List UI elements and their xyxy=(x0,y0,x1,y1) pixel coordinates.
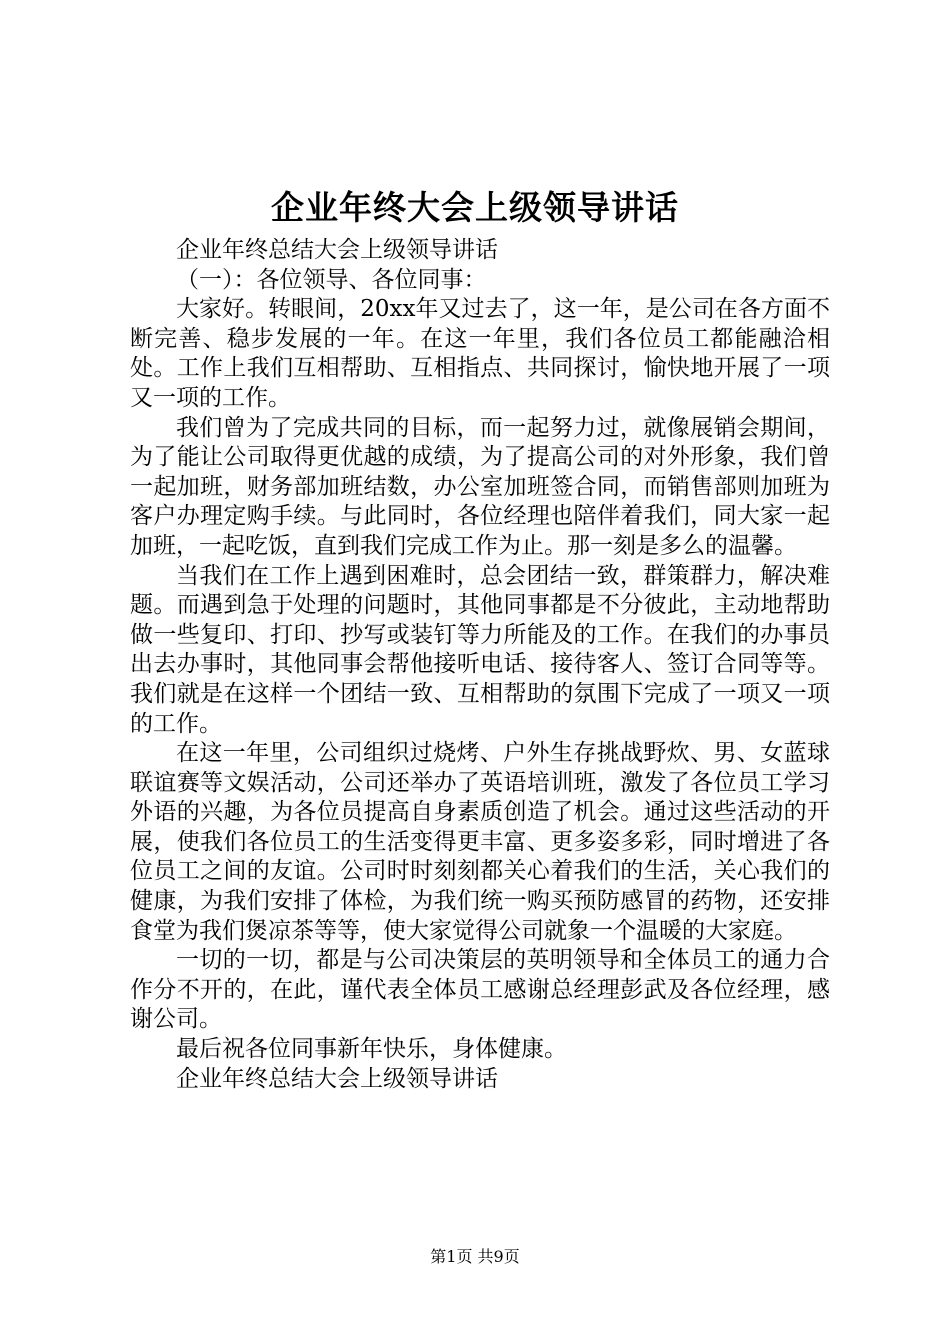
paragraph: 在这一年里，公司组织过烧烤、户外生存挑战野炊、男、女蓝球联谊赛等文娱活动，公司还举办了英语培训班，激发了各位员工学习外语的兴趣，为各位员提高自身素质创造了机会。通过这些活动的开展，使我们各位员工的生活变得更丰富、更多姿多彩，同时增进了各位员工之间的友谊。公司时时刻刻都关心着我们的生活，关心我们的健康，为我们安排了体检，为我们统一购买预防感冒的药物，还安排食堂为我们煲凉茶等等，使大家觉得公司就象一个温暖的大家庭。 xyxy=(130,740,830,944)
paragraph: 我们曾为了完成共同的目标，而一起努力过，就像展销会期间，为了能让公司取得更优越的成绩，为了提高公司的对外形象，我们曾一起加班，财务部加班结数，办公室加班签合同，而销售部则加班为客户办理定购手续。与此同时，各位经理也陪伴着我们，同大家一起加班，一起吃饭，直到我们完成工作为止。那一刻是多么的温馨。 xyxy=(130,414,830,559)
paragraph-salutation: （一）：各位领导、各位同事： xyxy=(176,266,487,293)
paragraph-closing: 最后祝各位同事新年快乐，身体健康。 xyxy=(176,1036,567,1063)
paragraph: 当我们在工作上遇到困难时，总会团结一致，群策群力，解决难题。而遇到急于处理的问题时，其他同事都是不分彼此，主动地帮助做一些复印、打印、抄写或装钉等力所能及的工作。在我们的办事员出去办事时，其他同事会帮他接听电话、接待客人、签订合同等等。我们就是在这样一个团结一致、互相帮助的氛围下完成了一项又一项的工作。 xyxy=(130,562,830,737)
document-title: 企业年终大会上级领导讲话 xyxy=(271,188,679,227)
page-footer: 第1页 共9页 xyxy=(430,1247,520,1266)
paragraph-subtitle: 企业年终总结大会上级领导讲话 xyxy=(176,237,498,263)
paragraph: 一切的一切，都是与公司决策层的英明领导和全体员工的通力合作分不开的，在此，谨代表全体员工感谢总经理彭武及各位经理，感谢公司。 xyxy=(130,947,830,1033)
paragraph-next-heading: 企业年终总结大会上级领导讲话 xyxy=(176,1065,498,1092)
document-body xyxy=(130,236,830,1094)
paragraph: 大家好。转眼间，20xx年又过去了，这一年，是公司在各方面不断完善、稳步发展的一年。在这一年里，我们各位员工都能融洽相处。工作上我们互相帮助、互相指点、共同探讨，愉快地开展了一项又一项的工作。 xyxy=(130,296,830,411)
